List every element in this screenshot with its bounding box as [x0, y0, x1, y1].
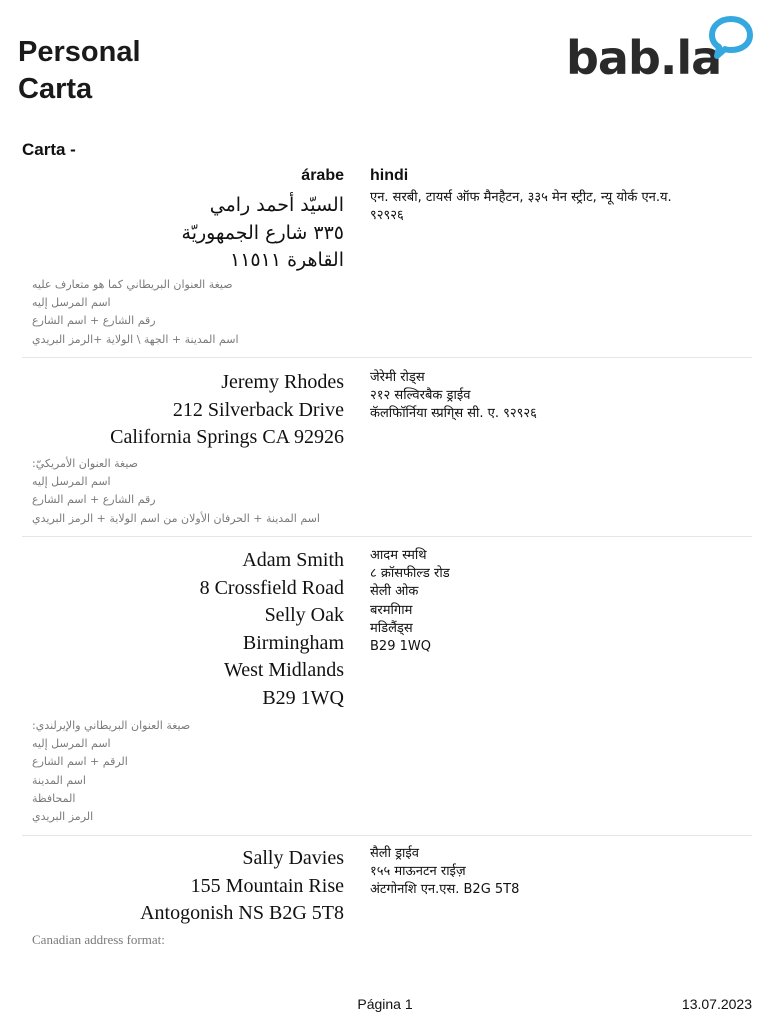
page-title-line1: Personal	[18, 36, 141, 68]
divider	[22, 357, 752, 358]
page-title-line2: Carta	[18, 73, 93, 105]
logo-text: bab.la	[566, 31, 722, 85]
address-hindi-translation: जेरेमी रोड्स २१२ सल्विरबैक ड्राईव कॅलफिॉर्निया स्प्रगि्स सी. ए. ९२९२६	[370, 370, 537, 422]
column-label-hindi: hindi	[370, 167, 409, 184]
address-us: Jeremy Rhodes 212 Silverback Drive California Springs CA 92926	[110, 371, 344, 448]
address-uk: Adam Smith 8 Crossfield Road Selly Oak Birmingham West Midlands B29 1WQ	[199, 549, 344, 709]
speech-bubble-icon	[708, 16, 754, 60]
divider	[22, 536, 752, 537]
page-number: Página 1	[357, 996, 413, 1012]
print-date: 13.07.2023	[681, 996, 752, 1012]
address-format-note: صيغة العنوان الأمريكيّ: اسم المرسل إليه رقم الشارع + اسم الشارع اسم المدينة + الحرفان الأولان من اسم الولاية + الرمز البريدي	[32, 457, 320, 525]
address-arabic: السيّد أحمد رامي ٣٣٥ شارع الجمهوريّة القاهرة ١١٥١١	[181, 194, 344, 271]
divider	[22, 835, 752, 836]
babla-logo[interactable]	[566, 16, 756, 85]
address-hindi-translation: सैली ड्राईव १५५ माऊनटन राईज़ अंटगोनशि एन.एस. B2G 5T8	[370, 846, 520, 898]
address-format-note: صيغة العنوان البريطاني كما هو متعارف عليه اسم المرسل إليه رقم الشارع + اسم الشارع اسم المدينة + الجهة \ الولاية +الرمز البريدي	[32, 278, 239, 346]
column-label-arabic: árabe	[301, 167, 344, 184]
address-canada: Sally Davies 155 Mountain Rise Antogonish NS B2G 5T8	[140, 847, 344, 924]
section-heading: Carta -	[22, 140, 76, 159]
address-format-note: Canadian address format:	[32, 932, 165, 947]
page-title	[18, 34, 141, 108]
address-hindi-translation: एन. सरबी, टायर्स ऑफ मैनहैटन, ३३५ मेन स्ट्रीट, न्यू योर्क एन.य. ९२९२६	[370, 190, 672, 224]
address-hindi-translation: आदम स्मथि ८ क्रॉसफील्ड रोड सेली ओक बरमगिाम मडिलैंड्स B29 1WQ	[370, 548, 450, 655]
address-format-note: صيغة العنوان البريطاني والإيرلندي: اسم المرسل إليه الرقم + اسم الشارع اسم المدينة المحافظة الرمز البريدي	[32, 719, 191, 824]
